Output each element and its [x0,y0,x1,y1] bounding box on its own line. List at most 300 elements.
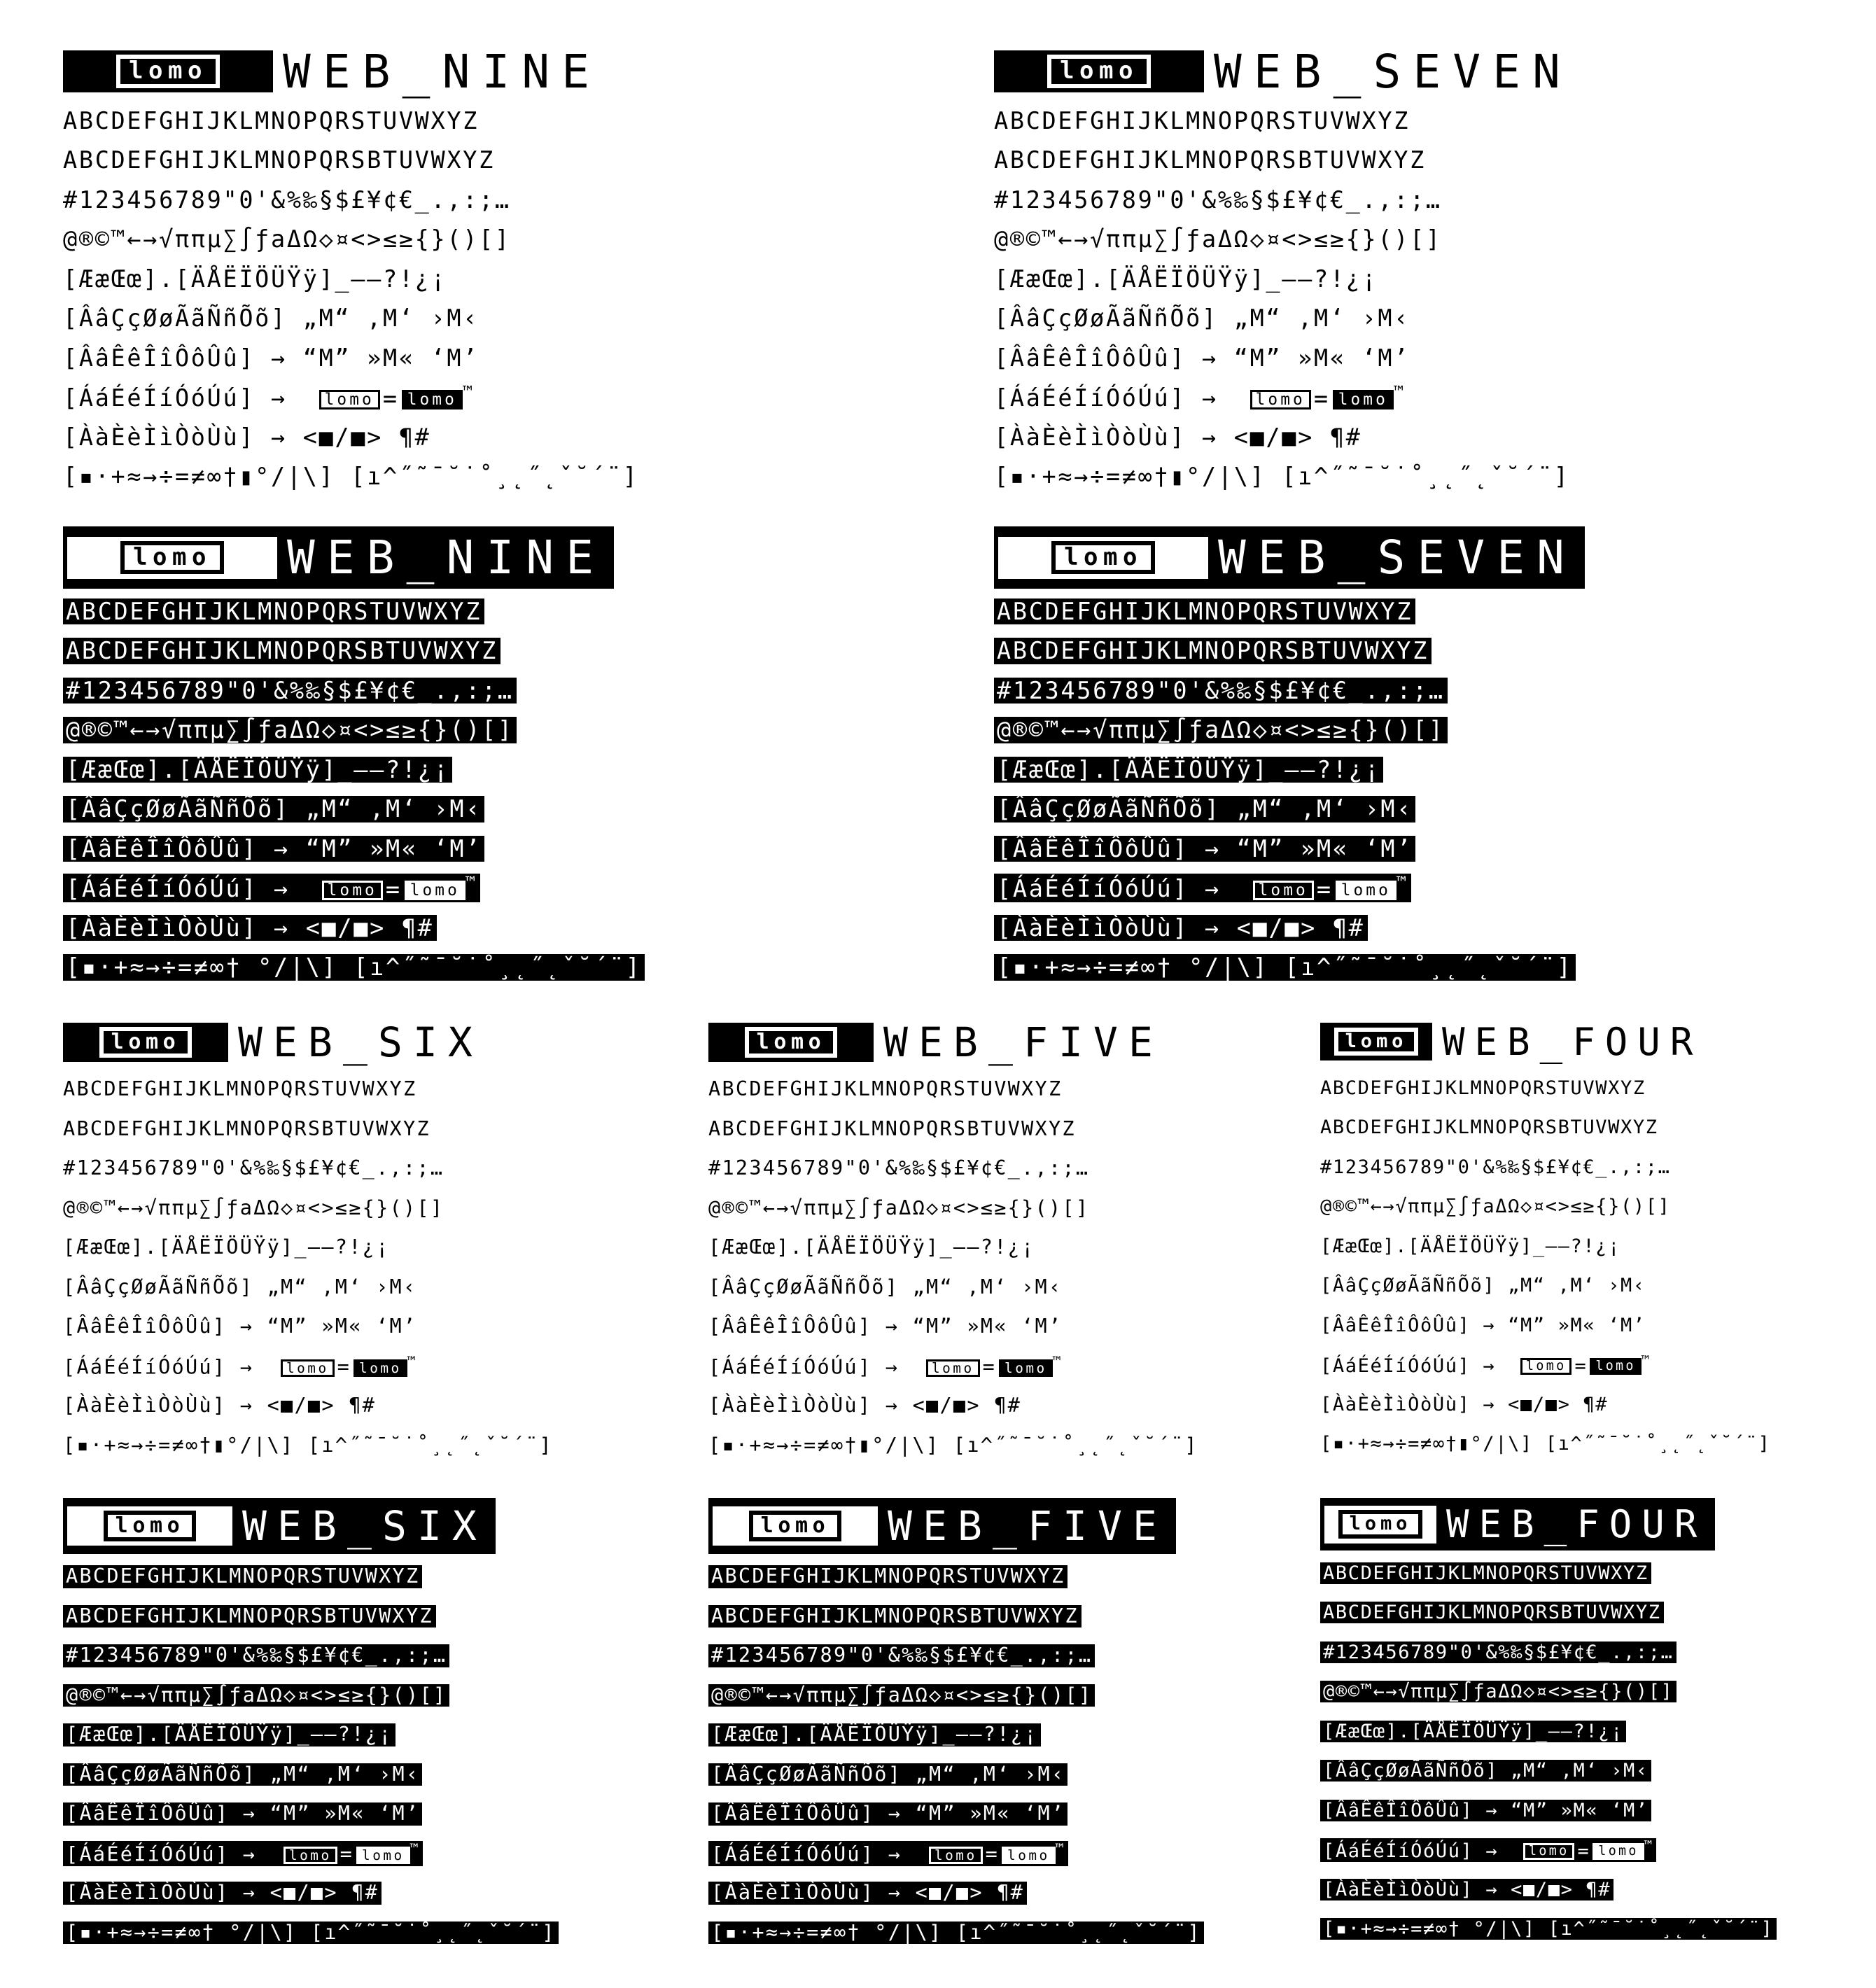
glyph-line [994,710,1585,750]
glyph-lines [63,1070,553,1465]
equals-sign: = [337,1355,351,1379]
glyph-line [994,101,1572,141]
glyph-line-text: [ÂâÊêÎîÔôÛû] → “M” »M« ‘M’ [1320,1314,1646,1336]
glyph-line-text: [ÀàÈèÌìÒòÙù] → <■/■> ¶# [63,423,431,451]
glyph-line [1320,1870,1777,1910]
glyph-line-text: [ÀàÈèÌìÒòÙù] → <■/■> ¶# [994,423,1362,451]
glyph-line [708,1834,1204,1874]
lomo-badge-label: lomo [116,55,220,88]
specimen-web-nine-inverted [63,526,645,987]
glyph-line [708,1426,1198,1466]
glyph-line-text: [▪·+≈→÷=≠∞† °/|\] [ı^˝˜¯˘˙˚¸˛˝˛ˇ˘´¨] [994,954,1576,981]
glyph-line [63,1268,553,1308]
trademark-mark: ™ [462,382,475,402]
glyph-line [1320,1791,1777,1830]
glyph-line-text: ABCDEFGHIJKLMNOPQRSBTUVWXYZ [708,1605,1082,1628]
glyph-line [994,869,1585,909]
lomo-badge-label: lomo [104,1511,196,1541]
equals-sign: = [340,1842,354,1866]
glyph-line-text: ABCDEFGHIJKLMNOPQRSTUVWXYZ [708,1565,1068,1588]
glyph-line-text: #123456789"0'&%‰§$£¥¢€_.,:;… [1320,1642,1676,1663]
specimen-header [63,1498,496,1554]
lomo-badge [63,1023,228,1062]
glyph-line [63,948,645,988]
glyph-line [708,1913,1204,1953]
lomo-badge-label: lomo [99,1027,192,1058]
font-name-title: WEB_FOUR [1442,1019,1703,1064]
glyph-line [994,750,1585,790]
specimen-header [1320,1018,1771,1065]
lomo-outline-chip: lomo [1250,390,1311,410]
glyph-line [63,1557,559,1597]
trademark-mark: ™ [1644,1837,1653,1854]
glyph-line [994,671,1585,710]
glyph-line-text: @®©™←→√ππμ∑∫ƒaΔΩ◇¤<>≤≥{}()[] [994,225,1442,253]
trademark-mark: ™ [1396,873,1408,893]
glyph-line [1320,1632,1777,1672]
glyph-lines [994,592,1585,987]
specimen-web-five-inverted [708,1498,1204,1952]
glyph-line-text: @®©™←→√ππμ∑∫ƒaΔΩ◇¤<>≤≥{}()[] [63,1684,449,1707]
glyph-line [63,1597,559,1637]
glyph-line-text: [ÂâÇçØøÃãÑñÕõ] „M“ ‚M‘ ›M‹ [1320,1760,1651,1782]
glyph-line [708,1110,1198,1149]
glyph-line [708,1597,1204,1637]
glyph-line-text: @®©™←→√ππμ∑∫ƒaΔΩ◇¤<>≤≥{}()[] [1320,1196,1671,1218]
glyph-line [1320,1751,1777,1791]
glyph-line-text: ABCDEFGHIJKLMNOPQRSBTUVWXYZ [994,638,1432,664]
glyph-line-text: ABCDEFGHIJKLMNOPQRSBTUVWXYZ [63,146,495,174]
glyph-line [63,1070,553,1110]
glyph-line [1320,1424,1771,1464]
glyph-line [994,338,1572,378]
glyph-lines [1320,1553,1777,1949]
glyph-line-text: @®©™←→√ππμ∑∫ƒaΔΩ◇¤<>≤≥{}()[] [63,1196,444,1219]
glyph-line [1320,1226,1771,1266]
glyph-line-text: [ÂâÇçØøÃãÑñÕõ] „M“ ‚M‘ ›M‹ [708,1275,1063,1298]
equals-sign: = [1574,1354,1588,1377]
glyph-line [63,1149,553,1189]
glyph-line-text: [ÂâÇçØøÃãÑñÕõ] „M“ ‚M‘ ›M‹ [994,304,1410,332]
glyph-line-text: @®©™←→√ππμ∑∫ƒaΔΩ◇¤<>≤≥{}()[] [63,225,511,253]
lomo-badge-label: lomo [1334,1028,1418,1056]
glyph-line [708,1715,1204,1755]
glyph-line [63,631,645,671]
lomo-outline-chip: lomo [926,1359,980,1377]
glyph-line [708,1794,1204,1834]
glyph-line-text: [ÀàÈèÌìÒòÙù] → <■/■> ¶# [63,1882,382,1905]
glyph-line [63,417,639,457]
font-name-title: WEB_SEVEN [1214,44,1573,99]
glyph-lines [63,101,639,496]
glyph-line [63,710,645,750]
lomo-filled-chip: lomo [1592,1843,1644,1860]
glyph-line [708,1557,1204,1597]
glyph-line [63,180,639,220]
lomo-filled-chip: lomo [354,1359,407,1377]
specimen-header [994,45,1572,98]
glyph-line-text: [ÁáÉéÍíÓóÚú] → lomo = lomo ™ [994,874,1411,902]
specimen-header [63,526,614,589]
glyph-line [1320,1385,1771,1424]
lomo-outline-chip: lomo [281,1359,335,1377]
glyph-lines [708,1070,1198,1465]
glyph-line-text: #123456789"0'&%‰§$£¥¢€_.,:;… [708,1644,1095,1667]
specimen-web-seven [994,45,1572,496]
lomo-badge-label: lomo [745,1027,837,1058]
specimen-header [994,526,1585,589]
glyph-line-text: @®©™←→√ππμ∑∫ƒaΔΩ◇¤<>≤≥{}()[] [708,1196,1090,1219]
glyph-line [63,1873,559,1913]
glyph-line [63,1676,559,1716]
glyph-line [994,790,1585,830]
glyph-line [708,1268,1198,1308]
glyph-line-text: ABCDEFGHIJKLMNOPQRSBTUVWXYZ [708,1116,1076,1140]
specimen-web-seven-inverted [994,526,1585,987]
glyph-line-text: [▪·+≈→÷=≠∞†▮°/|\] [ı^˝˜¯˘˙˚¸˛˝˛ˇ˘´¨] [63,1433,553,1457]
equals-sign: = [1316,875,1333,903]
glyph-line [63,829,645,869]
glyph-line-text: #123456789"0'&%‰§$£¥¢€_.,:;… [994,186,1442,214]
glyph-line-text: [ÆæŒœ].[ÄÅËÏÖÜŸÿ]_——?!¿¡ [63,757,452,783]
glyph-line-text: [ÀàÈèÌìÒòÙù] → <■/■> ¶# [63,915,437,941]
glyph-line-text: [ÆæŒœ].[ÄÅËÏÖÜŸÿ]_——?!¿¡ [1320,1235,1621,1257]
lomo-badge [998,537,1208,579]
lomo-filled-chip: lomo [1590,1358,1641,1375]
glyph-line [994,948,1585,988]
glyph-line [708,1149,1198,1189]
glyph-line [1320,1910,1777,1949]
glyph-line-text: [ÆæŒœ].[ÄÅËÏÖÜŸÿ]_——?!¿¡ [708,1723,1041,1746]
glyph-line [1320,1266,1771,1306]
glyph-line-text: [▪·+≈→÷=≠∞†▮°/|\] [ı^˝˜¯˘˙˚¸˛˝˛ˇ˘´¨] [708,1433,1198,1457]
glyph-line-text: [ÂâÊêÎîÔôÛû] → “M” »M« ‘M’ [994,836,1415,862]
trademark-mark: ™ [1055,1840,1065,1857]
glyph-line [994,378,1572,418]
glyph-line [63,378,639,418]
glyph-line [63,338,639,378]
equals-sign: = [985,1842,1000,1866]
glyph-line-text: [ÂâÇçØøÃãÑñÕõ] „M“ ‚M‘ ›M‹ [63,304,479,332]
glyph-line [994,592,1585,631]
specimen-web-four [1320,1018,1771,1464]
glyph-lines [1320,1068,1771,1464]
font-name-title: WEB_FIVE [888,1502,1168,1550]
glyph-line [63,299,639,339]
glyph-line-text: [ÁáÉéÍíÓóÚú] → lomo = lomo ™ [63,382,475,412]
glyph-line-text: #123456789"0'&%‰§$£¥¢€_.,:;… [63,1156,444,1180]
glyph-line-text: @®©™←→√ππμ∑∫ƒaΔΩ◇¤<>≤≥{}()[] [994,717,1448,743]
glyph-line [63,1794,559,1834]
font-name-title: WEB_NINE [283,44,602,99]
specimen-header [708,1498,1176,1554]
glyph-line [63,457,639,497]
lomo-filled-chip: lomo [356,1847,410,1864]
glyph-line-text: @®©™←→√ππμ∑∫ƒaΔΩ◇¤<>≤≥{}()[] [1320,1681,1676,1702]
glyph-line [63,1347,553,1387]
glyph-line [708,1189,1198,1228]
lomo-filled-chip: lomo [1336,881,1396,901]
glyph-line-text: [ÀàÈèÌìÒòÙù] → <■/■> ¶# [63,1394,377,1417]
glyph-lines [708,1557,1204,1952]
specimen-header [1320,1498,1715,1550]
glyph-line-text: ABCDEFGHIJKLMNOPQRSTUVWXYZ [994,106,1410,134]
glyph-line-text: [ÁáÉéÍíÓóÚú] → lomo = lomo ™ [63,1352,417,1379]
glyph-line [994,299,1572,339]
glyph-line [63,1228,553,1268]
glyph-line-text: [ÀàÈèÌìÒòÙù] → <■/■> ¶# [994,915,1368,941]
glyph-line-text: [ÆæŒœ].[ÄÅËÏÖÜŸÿ]_——?!¿¡ [708,1236,1035,1259]
glyph-line-text: ABCDEFGHIJKLMNOPQRSBTUVWXYZ [994,146,1426,174]
glyph-line [1320,1830,1777,1870]
glyph-line [63,259,639,299]
glyph-line [63,141,639,181]
glyph-line-text: ABCDEFGHIJKLMNOPQRSBTUVWXYZ [1320,1116,1658,1139]
glyph-line [1320,1108,1771,1148]
glyph-line-text: [ÀàÈèÌìÒòÙù] → <■/■> ¶# [1320,1393,1609,1415]
trademark-mark: ™ [407,1352,417,1370]
glyph-line-text: [ÀàÈèÌìÒòÙù] → <■/■> ¶# [708,1882,1027,1905]
glyph-line [1320,1187,1771,1227]
glyph-line [1320,1553,1777,1593]
glyph-line-text: #123456789"0'&%‰§$£¥¢€_.,:;… [1320,1156,1671,1178]
glyph-line-text: [ÂâÊêÎîÔôÛû] → “M” »M« ‘M’ [63,1802,422,1826]
glyph-line [63,671,645,710]
glyph-line [63,869,645,909]
glyph-line [63,1189,553,1228]
equals-sign: = [1577,1840,1590,1862]
glyph-line-text: [ÂâÊêÎîÔôÛû] → “M” »M« ‘M’ [1320,1800,1651,1821]
equals-sign: = [1313,384,1330,412]
lomo-outline-chip: lomo [319,390,380,410]
glyph-line-text: #123456789"0'&%‰§$£¥¢€_.,:;… [63,186,511,214]
glyph-line-text: [ÂâÇçØøÃãÑñÕõ] „M“ ‚M‘ ›M‹ [1320,1275,1646,1297]
font-name-title: WEB_SIX [238,1018,483,1066]
lomo-filled-chip: lomo [1333,390,1394,410]
lomo-badge [67,1506,232,1546]
glyph-line [708,1070,1198,1110]
specimen-header [708,1018,1198,1067]
glyph-line [708,1347,1198,1387]
glyph-line [994,457,1572,497]
glyph-line [63,1386,553,1426]
specimen-header [63,1018,553,1067]
lomo-badge [708,1023,874,1062]
font-name-title: WEB_SIX [242,1502,487,1550]
lomo-filled-chip: lomo [1002,1847,1056,1864]
glyph-line [63,1307,553,1347]
specimen-web-four-inverted [1320,1498,1777,1949]
trademark-mark: ™ [1641,1352,1651,1368]
font-name-title: WEB_SEVEN [1218,531,1577,584]
lomo-filled-chip: lomo [405,881,465,901]
glyph-line-text: [▪·+≈→÷=≠∞† °/|\] [ı^˝˜¯˘˙˚¸˛˝˛ˇ˘´¨] [63,1921,559,1945]
glyph-line-text: @®©™←→√ππμ∑∫ƒaΔΩ◇¤<>≤≥{}()[] [708,1684,1095,1707]
glyph-line-text: [ÆæŒœ].[ÄÅËÏÖÜŸÿ]_——?!¿¡ [63,1236,390,1259]
specimen-web-six-inverted [63,1498,559,1952]
glyph-line-text: [ÂâÊêÎîÔôÛû] → “M” »M« ‘M’ [708,1802,1068,1826]
glyph-line [708,1676,1204,1716]
glyph-line [708,1873,1204,1913]
glyph-line-text: [ÆæŒœ].[ÄÅËÏÖÜŸÿ]_——?!¿¡ [994,265,1378,293]
glyph-lines [63,1557,559,1952]
glyph-line [708,1386,1198,1426]
glyph-line [63,1110,553,1149]
glyph-line [994,180,1572,220]
glyph-line [63,592,645,631]
glyph-line-text: [▪·+≈→÷=≠∞† °/|\] [ı^˝˜¯˘˙˚¸˛˝˛ˇ˘´¨] [63,954,645,981]
glyph-line [63,1755,559,1795]
lomo-filled-chip: lomo [999,1359,1053,1377]
glyph-line-text: ABCDEFGHIJKLMNOPQRSTUVWXYZ [708,1077,1063,1100]
glyph-line-text: [ÁáÉéÍíÓóÚú] → lomo = lomo ™ [708,1352,1063,1379]
glyph-line-text: [ÂâÊêÎîÔôÛû] → “M” »M« ‘M’ [63,1315,417,1338]
equals-sign: = [385,875,402,903]
glyph-line [63,750,645,790]
glyph-line-text: [ÂâÊêÎîÔôÛû] → “M” »M« ‘M’ [994,344,1410,372]
glyph-line-text: ABCDEFGHIJKLMNOPQRSTUVWXYZ [63,1565,422,1588]
glyph-line [63,790,645,830]
glyph-line-text: [▪·+≈→÷=≠∞†▮°/|\] [ı^˝˜¯˘˙˚¸˛˝˛ˇ˘´¨] [994,463,1570,490]
specimen-web-five [708,1018,1198,1465]
lomo-outline-chip: lomo [322,881,383,901]
lomo-badge [67,537,277,579]
glyph-line [63,1715,559,1755]
lomo-badge-label: lomo [1047,55,1151,88]
glyph-line [708,1228,1198,1268]
font-name-title: WEB_FOUR [1446,1502,1707,1546]
glyph-line-text: [ÁáÉéÍíÓóÚú] → lomo = lomo ™ [63,874,480,902]
glyph-line-text: @®©™←→√ππμ∑∫ƒaΔΩ◇¤<>≤≥{}()[] [63,717,517,743]
glyph-line-text: [ÁáÉéÍíÓóÚú] → lomo = lomo ™ [708,1841,1068,1866]
glyph-line [994,259,1572,299]
glyph-line-text: ABCDEFGHIJKLMNOPQRSTUVWXYZ [994,598,1415,625]
glyph-line [1320,1147,1771,1187]
lomo-badge-label: lomo [120,541,224,575]
glyph-line-text: [ÀàÈèÌìÒòÙù] → <■/■> ¶# [1320,1879,1614,1900]
glyph-line-text: ABCDEFGHIJKLMNOPQRSBTUVWXYZ [63,1116,430,1140]
glyph-line-text: [ÀàÈèÌìÒòÙù] → <■/■> ¶# [708,1394,1022,1417]
specimen-web-six [63,1018,553,1465]
glyph-line-text: [ÁáÉéÍíÓóÚú] → lomo = lomo ™ [63,1841,423,1866]
glyph-lines [63,592,645,987]
glyph-line [994,908,1585,948]
glyph-line-text: ABCDEFGHIJKLMNOPQRSTUVWXYZ [63,106,479,134]
glyph-line [708,1755,1204,1795]
lomo-badge [1320,1023,1432,1060]
glyph-line-text: [ÂâÇçØøÃãÑñÕõ] „M“ ‚M‘ ›M‹ [63,1763,422,1786]
glyph-line [1320,1672,1777,1712]
glyph-line-text: ABCDEFGHIJKLMNOPQRSBTUVWXYZ [63,1605,436,1628]
glyph-line [1320,1068,1771,1108]
font-name-title: WEB_NINE [287,531,606,584]
glyph-line-text: ABCDEFGHIJKLMNOPQRSTUVWXYZ [63,598,484,625]
lomo-outline-chip: lomo [929,1847,983,1864]
glyph-line-text: [ÆæŒœ].[ÄÅËÏÖÜŸÿ]_——?!¿¡ [63,265,447,293]
glyph-line-text: [ÆæŒœ].[ÄÅËÏÖÜŸÿ]_——?!¿¡ [63,1723,396,1746]
glyph-lines [994,101,1572,496]
specimen-header [63,45,639,98]
glyph-line [1320,1345,1771,1385]
specimen-web-nine [63,45,639,496]
glyph-line-text: ABCDEFGHIJKLMNOPQRSTUVWXYZ [1320,1077,1646,1099]
equals-sign: = [982,1355,997,1379]
glyph-line-text: [ÂâÇçØøÃãÑñÕõ] „M“ ‚M‘ ›M‹ [708,1763,1068,1786]
trademark-mark: ™ [410,1840,420,1857]
glyph-line-text: [ÂâÇçØøÃãÑñÕõ] „M“ ‚M‘ ›M‹ [63,796,484,822]
glyph-line-text: #123456789"0'&%‰§$£¥¢€_.,:;… [63,678,517,704]
glyph-line [63,101,639,141]
glyph-line-text: [ÆæŒœ].[ÄÅËÏÖÜŸÿ]_——?!¿¡ [1320,1721,1626,1742]
glyph-line-text: #123456789"0'&%‰§$£¥¢€_.,:;… [63,1644,449,1667]
font-name-title: WEB_FIVE [883,1018,1163,1066]
glyph-line-text: [ÁáÉéÍíÓóÚú] → lomo = lomo ™ [994,382,1406,412]
glyph-line-text: ABCDEFGHIJKLMNOPQRSTUVWXYZ [63,1077,417,1100]
glyph-line-text: ABCDEFGHIJKLMNOPQRSBTUVWXYZ [63,638,500,664]
glyph-line [994,417,1572,457]
glyph-line-text: [ÁáÉéÍíÓóÚú] → lomo = lomo ™ [1320,1838,1656,1862]
trademark-mark: ™ [1393,382,1406,402]
glyph-line [708,1636,1204,1676]
glyph-line [63,1426,553,1466]
glyph-line [994,141,1572,181]
lomo-badge [63,50,273,92]
lomo-badge [994,50,1204,92]
glyph-line [1320,1712,1777,1751]
glyph-line [63,1834,559,1874]
lomo-badge [1324,1506,1436,1544]
glyph-line [994,829,1585,869]
glyph-line-text: #123456789"0'&%‰§$£¥¢€_.,:;… [708,1156,1090,1180]
lomo-outline-chip: lomo [1253,881,1314,901]
glyph-line-text: ABCDEFGHIJKLMNOPQRSTUVWXYZ [1320,1562,1651,1584]
lomo-outline-chip: lomo [1523,1843,1574,1860]
lomo-outline-chip: lomo [284,1847,337,1864]
glyph-line [1320,1593,1777,1633]
glyph-line-text: ABCDEFGHIJKLMNOPQRSBTUVWXYZ [1320,1602,1664,1623]
glyph-line-text: [▪·+≈→÷=≠∞†▮°/|\] [ı^˝˜¯˘˙˚¸˛˝˛ˇ˘´¨] [1320,1433,1771,1455]
equals-sign: = [382,384,399,412]
glyph-line-text: [ÂâÊêÎîÔôÛû] → “M” »M« ‘M’ [63,836,484,862]
glyph-line [63,908,645,948]
lomo-badge-label: lomo [1051,541,1155,575]
glyph-line-text: [▪·+≈→÷=≠∞† °/|\] [ı^˝˜¯˘˙˚¸˛˝˛ˇ˘´¨] [708,1921,1204,1945]
glyph-line [1320,1306,1771,1345]
glyph-line-text: [ÁáÉéÍíÓóÚú] → lomo = lomo ™ [1320,1352,1651,1377]
glyph-line [63,220,639,260]
glyph-line [994,220,1572,260]
lomo-badge [713,1506,878,1546]
glyph-line [708,1307,1198,1347]
glyph-line [63,1636,559,1676]
glyph-line-text: [ÆæŒœ].[ÄÅËÏÖÜŸÿ]_——?!¿¡ [994,757,1383,783]
glyph-line-text: [▪·+≈→÷=≠∞†▮°/|\] [ı^˝˜¯˘˙˚¸˛˝˛ˇ˘´¨] [63,463,639,490]
glyph-line-text: [ÂâÇçØøÃãÑñÕõ] „M“ ‚M‘ ›M‹ [994,796,1415,822]
lomo-badge-label: lomo [1338,1510,1422,1538]
trademark-mark: ™ [1052,1352,1063,1370]
trademark-mark: ™ [465,873,477,893]
lomo-filled-chip: lomo [402,390,463,410]
glyph-line [994,631,1585,671]
glyph-line-text: [ÂâÇçØøÃãÑñÕõ] „M“ ‚M‘ ›M‹ [63,1275,417,1298]
glyph-line-text: [ÂâÊêÎîÔôÛû] → “M” »M« ‘M’ [708,1315,1063,1338]
glyph-line-text: [▪·+≈→÷=≠∞† °/|\] [ı^˝˜¯˘˙˚¸˛˝˛ˇ˘´¨] [1320,1918,1777,1940]
lomo-outline-chip: lomo [1520,1358,1572,1375]
glyph-line-text: [ÂâÊêÎîÔôÛû] → “M” »M« ‘M’ [63,344,479,372]
glyph-line-text: #123456789"0'&%‰§$£¥¢€_.,:;… [994,678,1448,704]
lomo-badge-label: lomo [749,1511,841,1541]
glyph-line [63,1913,559,1953]
